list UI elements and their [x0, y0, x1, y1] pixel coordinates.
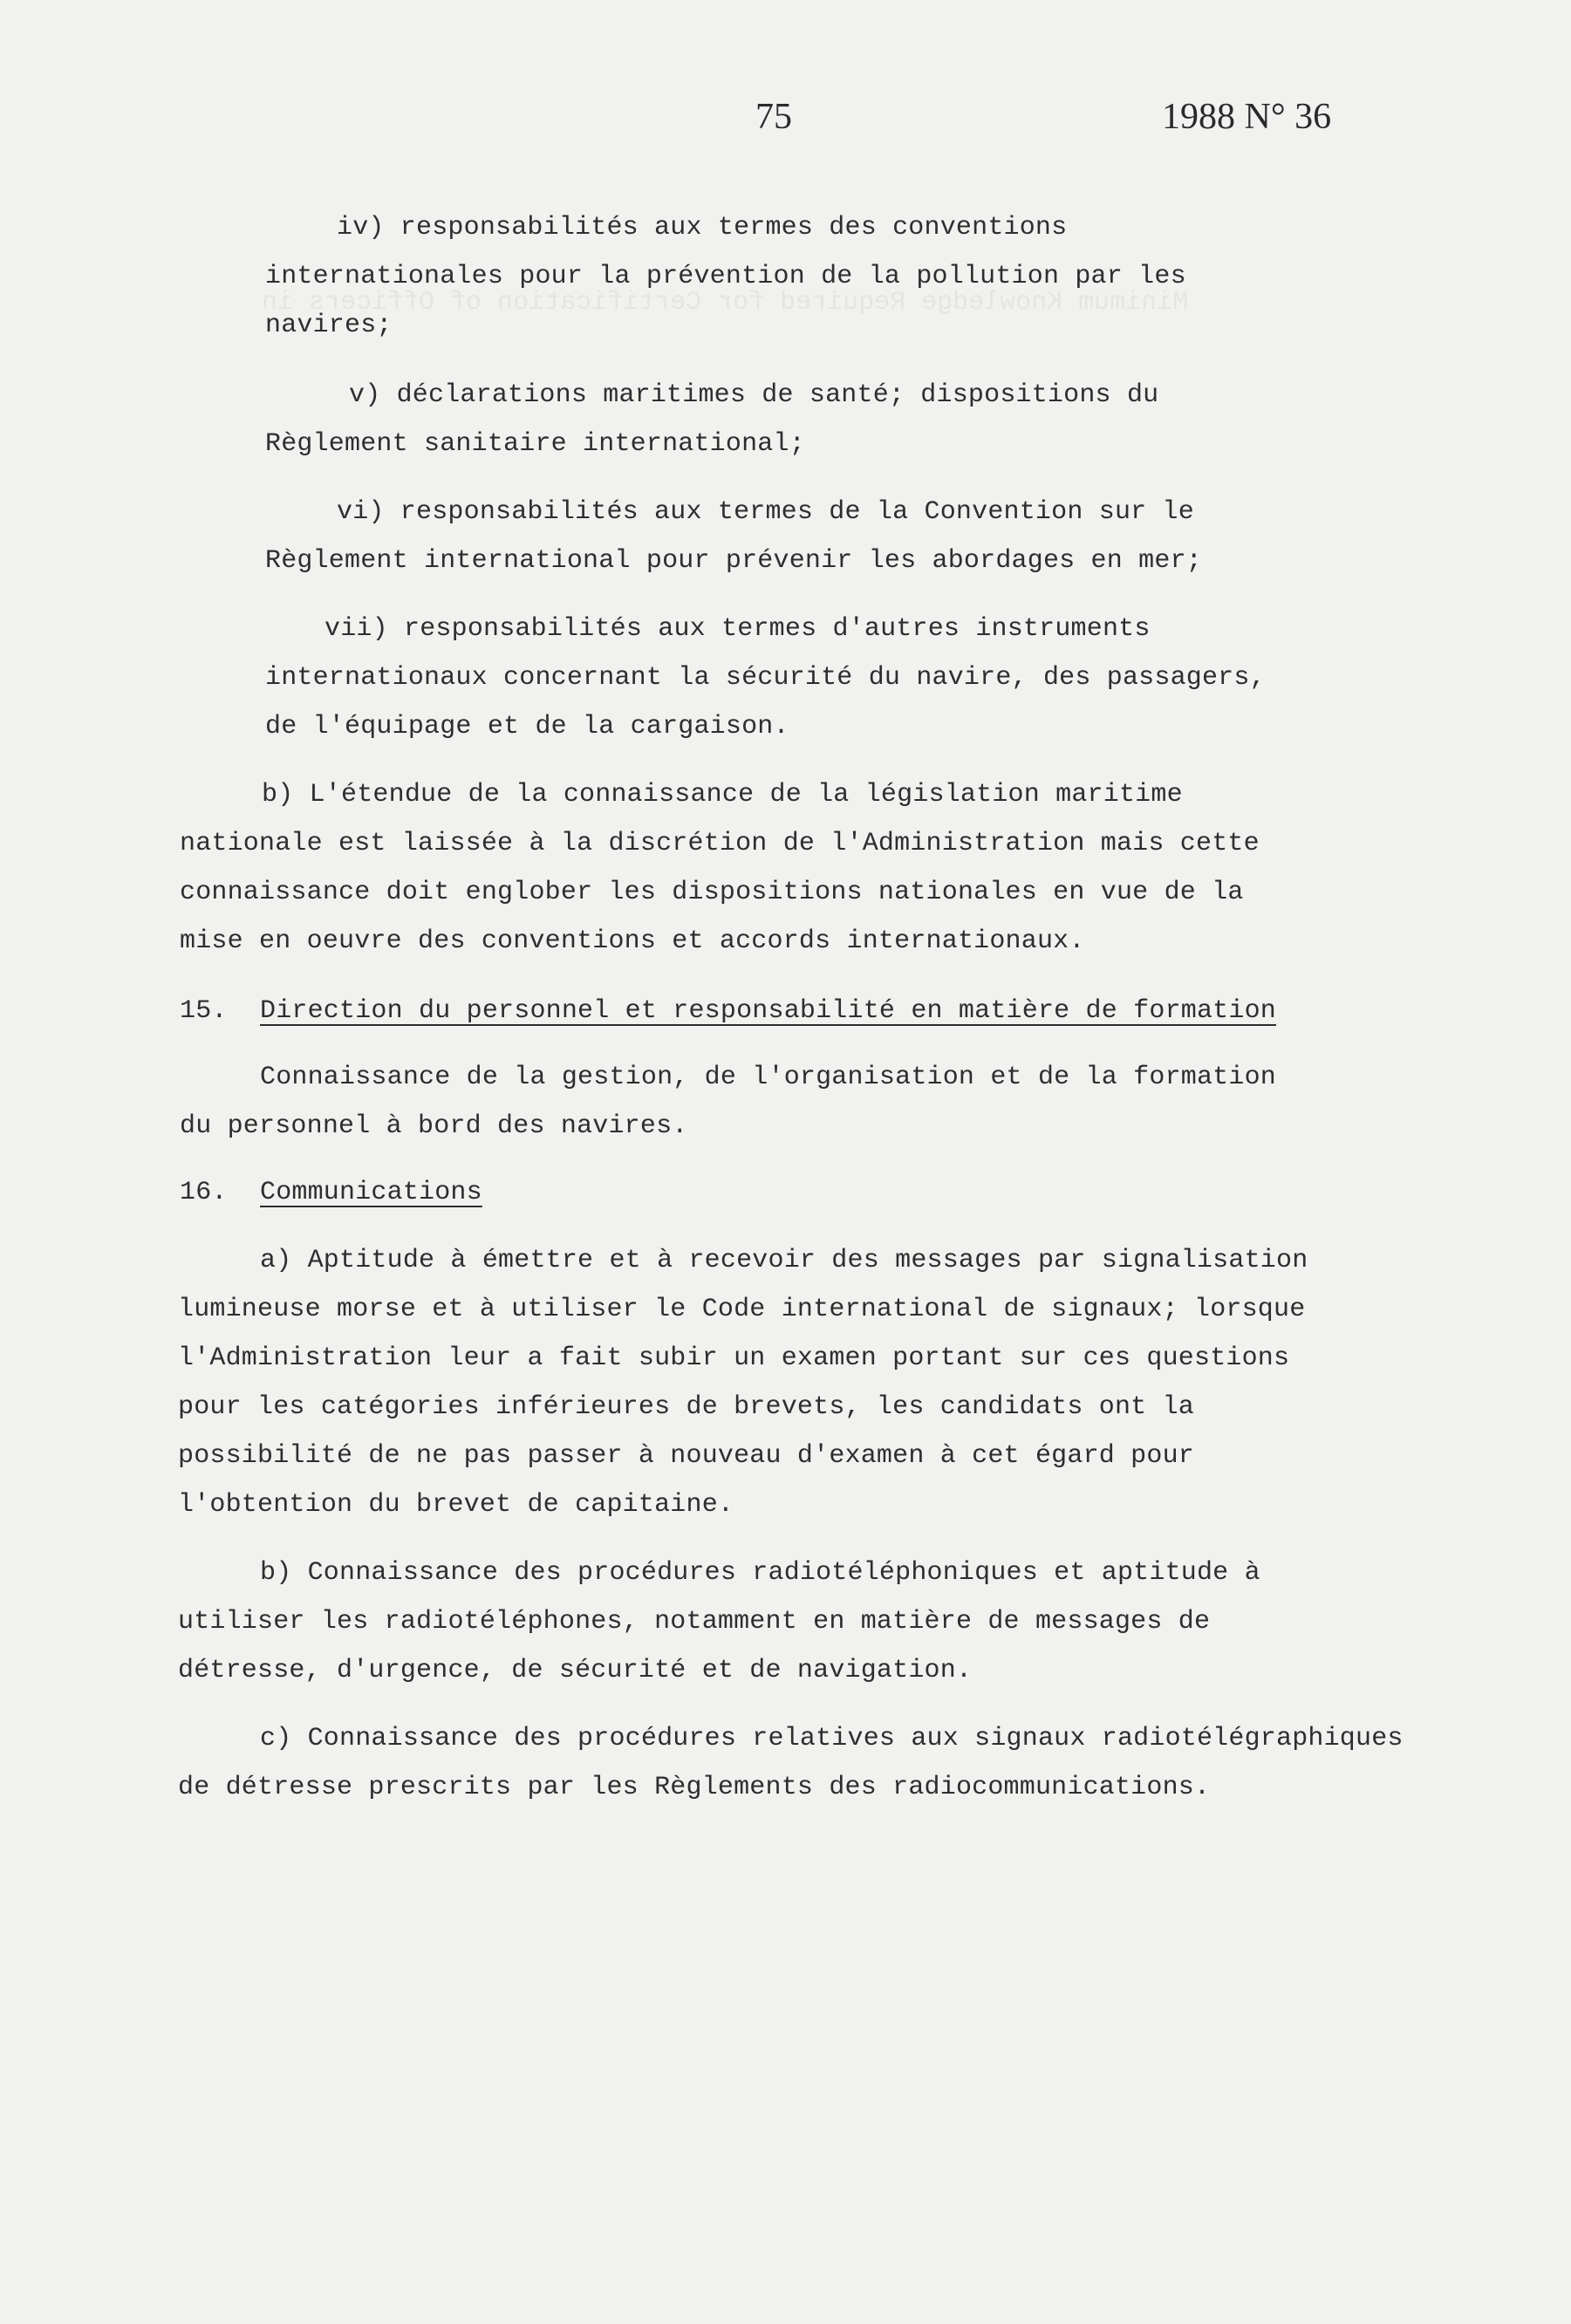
text-line: Règlement international pour prévenir les abordages en mer; [265, 546, 1202, 576]
text-line: lumineuse morse et à utiliser le Code international de signaux; lorsque [178, 1295, 1306, 1324]
text-line: détresse, d'urgence, de sécurité et de navigation. [178, 1656, 973, 1685]
text-line: Règlement sanitaire international; [265, 429, 805, 459]
text-line: de détresse prescrits par les Règlements des radiocommunications. [178, 1773, 1211, 1802]
text-line: c) Connaissance des procédures relatives aux signaux radiotélégraphiques [260, 1724, 1404, 1753]
document-reference: 1988 N° 36 [1162, 97, 1332, 137]
text-line: du personnel à bord des navires. [180, 1111, 688, 1141]
text-line: v) déclarations maritimes de santé; dispositions du [349, 380, 1159, 410]
text-line: navires; [265, 311, 393, 340]
text-line: internationales pour la prévention de la pollution par les [265, 262, 1186, 291]
text-line: a) Aptitude à émettre et à recevoir des messages par signalisation [260, 1246, 1308, 1275]
text-line: vi) responsabilités aux termes de la Convention sur le [337, 497, 1194, 527]
text-line: Connaissance de la gestion, de l'organisation et de la formation [260, 1063, 1276, 1092]
text-line: vii) responsabilités aux termes d'autres instruments [324, 614, 1151, 644]
text-line: iv) responsabilités aux termes des conventions [337, 213, 1068, 243]
text-line: de l'équipage et de la cargaison. [265, 712, 789, 742]
text-line: nationale est laissée à la discrétion de l'Administration mais cette [180, 829, 1260, 858]
text-line: utiliser les radiotéléphones, notamment en matière de messages de [178, 1607, 1211, 1637]
text-line: internationaux concernant la sécurité du navire, des passagers, [265, 663, 1266, 693]
section-number: 15. [180, 996, 228, 1026]
section-heading: Communications [260, 1178, 482, 1207]
text-line: b) Connaissance des procédures radiotéléphoniques et aptitude à [260, 1558, 1260, 1588]
text-line: pour les catégories inférieures de brevets, les candidats ont la [178, 1392, 1194, 1422]
text-line: possibilité de ne pas passer à nouveau d'examen à cet égard pour [178, 1441, 1194, 1471]
section-number: 16. [180, 1178, 228, 1207]
section-heading: Direction du personnel et responsabilité en matière de formation [260, 996, 1276, 1026]
text-line: mise en oeuvre des conventions et accords internationaux. [180, 926, 1085, 956]
text-line: b) L'étendue de la connaissance de la législation maritime [262, 780, 1183, 810]
bleed-through-shadow: Minimum Knowledge Required for Certification of Officers in [262, 288, 1189, 318]
page-number: 75 [755, 97, 792, 137]
text-line: l'Administration leur a fait subir un examen portant sur ces questions [178, 1343, 1290, 1373]
text-line: connaissance doit englober les dispositions nationales en vue de la [180, 878, 1244, 907]
text-line: l'obtention du brevet de capitaine. [178, 1490, 734, 1520]
